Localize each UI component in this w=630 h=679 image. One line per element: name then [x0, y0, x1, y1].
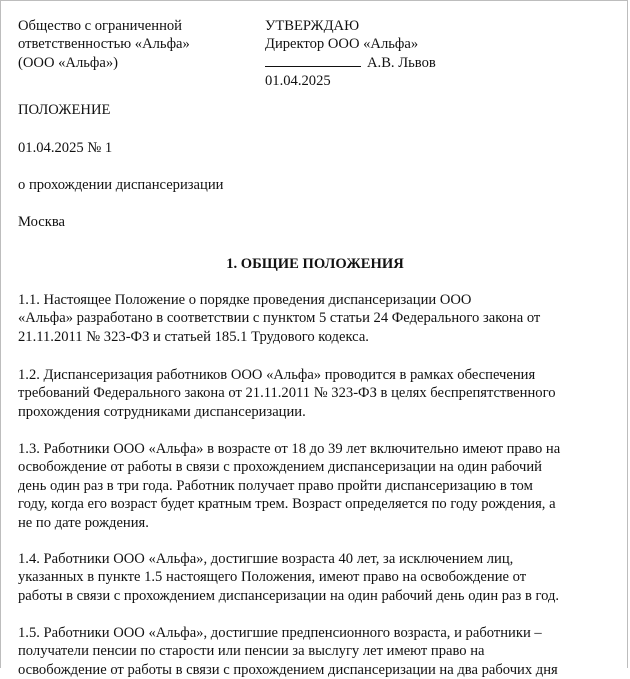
approval-title: УТВЕРЖДАЮ: [265, 18, 360, 34]
paragraph-line: работы в связи с прохождением диспансеризации на один рабочий день один раз в год.: [18, 587, 560, 604]
organization-name: [18, 17, 190, 72]
paragraph-line: прохождения сотрудниками диспансеризации.: [18, 403, 306, 420]
paragraph-line: 1.4. Работники ООО «Альфа», достигшие возраста 40 лет, за исключением лиц,: [18, 551, 514, 567]
paragraph-1-2: [18, 366, 616, 421]
document-date-number: 01.04.2025 № 1: [18, 140, 113, 156]
document-subject: о прохождении диспансеризации: [18, 177, 224, 193]
paragraph-1-5: [18, 624, 616, 679]
document-type: ПОЛОЖЕНИЕ: [18, 102, 111, 118]
org-line: (ООО «Альфа»): [18, 54, 118, 71]
paragraph-line: освобождение от работы в связи с прохождением диспансеризации на один рабочий: [18, 459, 542, 476]
paragraph-line: требований Федерального закона от 21.11.2011 № 323-ФЗ в целях беспрепятственного: [18, 385, 556, 402]
paragraph-line: освобождение от работы в связи с прохождением диспансеризации на два рабочих дня: [18, 661, 558, 678]
paragraph-line: указанных в пункте 1.5 настоящего Положения, имеют право на освобождение от: [18, 569, 527, 586]
org-line: ответственностью «Альфа»: [18, 36, 190, 53]
signature-row: [265, 54, 436, 72]
paragraph-line: году, когда его возраст будет кратным трем. Возраст определяется по году рождения, а: [18, 496, 556, 513]
paragraph-line: 1.3. Работники ООО «Альфа» в возрасте от 18 до 39 лет включительно имеют право на: [18, 441, 561, 457]
paragraph-line: не по дате рождения.: [18, 514, 149, 531]
paragraph-line: 1.1. Настоящее Положение о порядке проведения диспансеризации ООО: [18, 292, 472, 308]
document-city: Москва: [18, 214, 66, 230]
approval-stamp: [265, 17, 436, 91]
paragraph-line: день один раз в три года. Работник получает право пройти диспансеризацию в том: [18, 477, 533, 494]
paragraph-line: 21.11.2011 № 323-ФЗ и статьей 185.1 Трудового кодекса.: [18, 328, 369, 345]
paragraph-line: получатели пенсии по старости или пенсии за выслугу лет имеют право на: [18, 643, 485, 660]
signature-line: [265, 54, 361, 67]
paragraph-line: 1.5. Работники ООО «Альфа», достигшие предпенсионного возраста, и работники –: [18, 625, 542, 641]
paragraph-1-4: [18, 550, 616, 605]
paragraph-1-3: [18, 440, 616, 532]
paragraph-line: «Альфа» разработано в соответствии с пунктом 5 статьи 24 Федерального закона от: [18, 310, 541, 327]
approver-position: Директор ООО «Альфа»: [265, 36, 419, 53]
org-line: Общество с ограниченной: [18, 18, 182, 34]
approval-date: 01.04.2025: [265, 73, 331, 90]
approver-name: А.В. Львов: [367, 54, 436, 71]
paragraph-line: 1.2. Диспансеризация работников ООО «Альфа» проводится в рамках обеспечения: [18, 367, 536, 383]
section-title: 1. ОБЩИЕ ПОЛОЖЕНИЯ: [226, 256, 404, 272]
paragraph-1-1: [18, 291, 616, 346]
